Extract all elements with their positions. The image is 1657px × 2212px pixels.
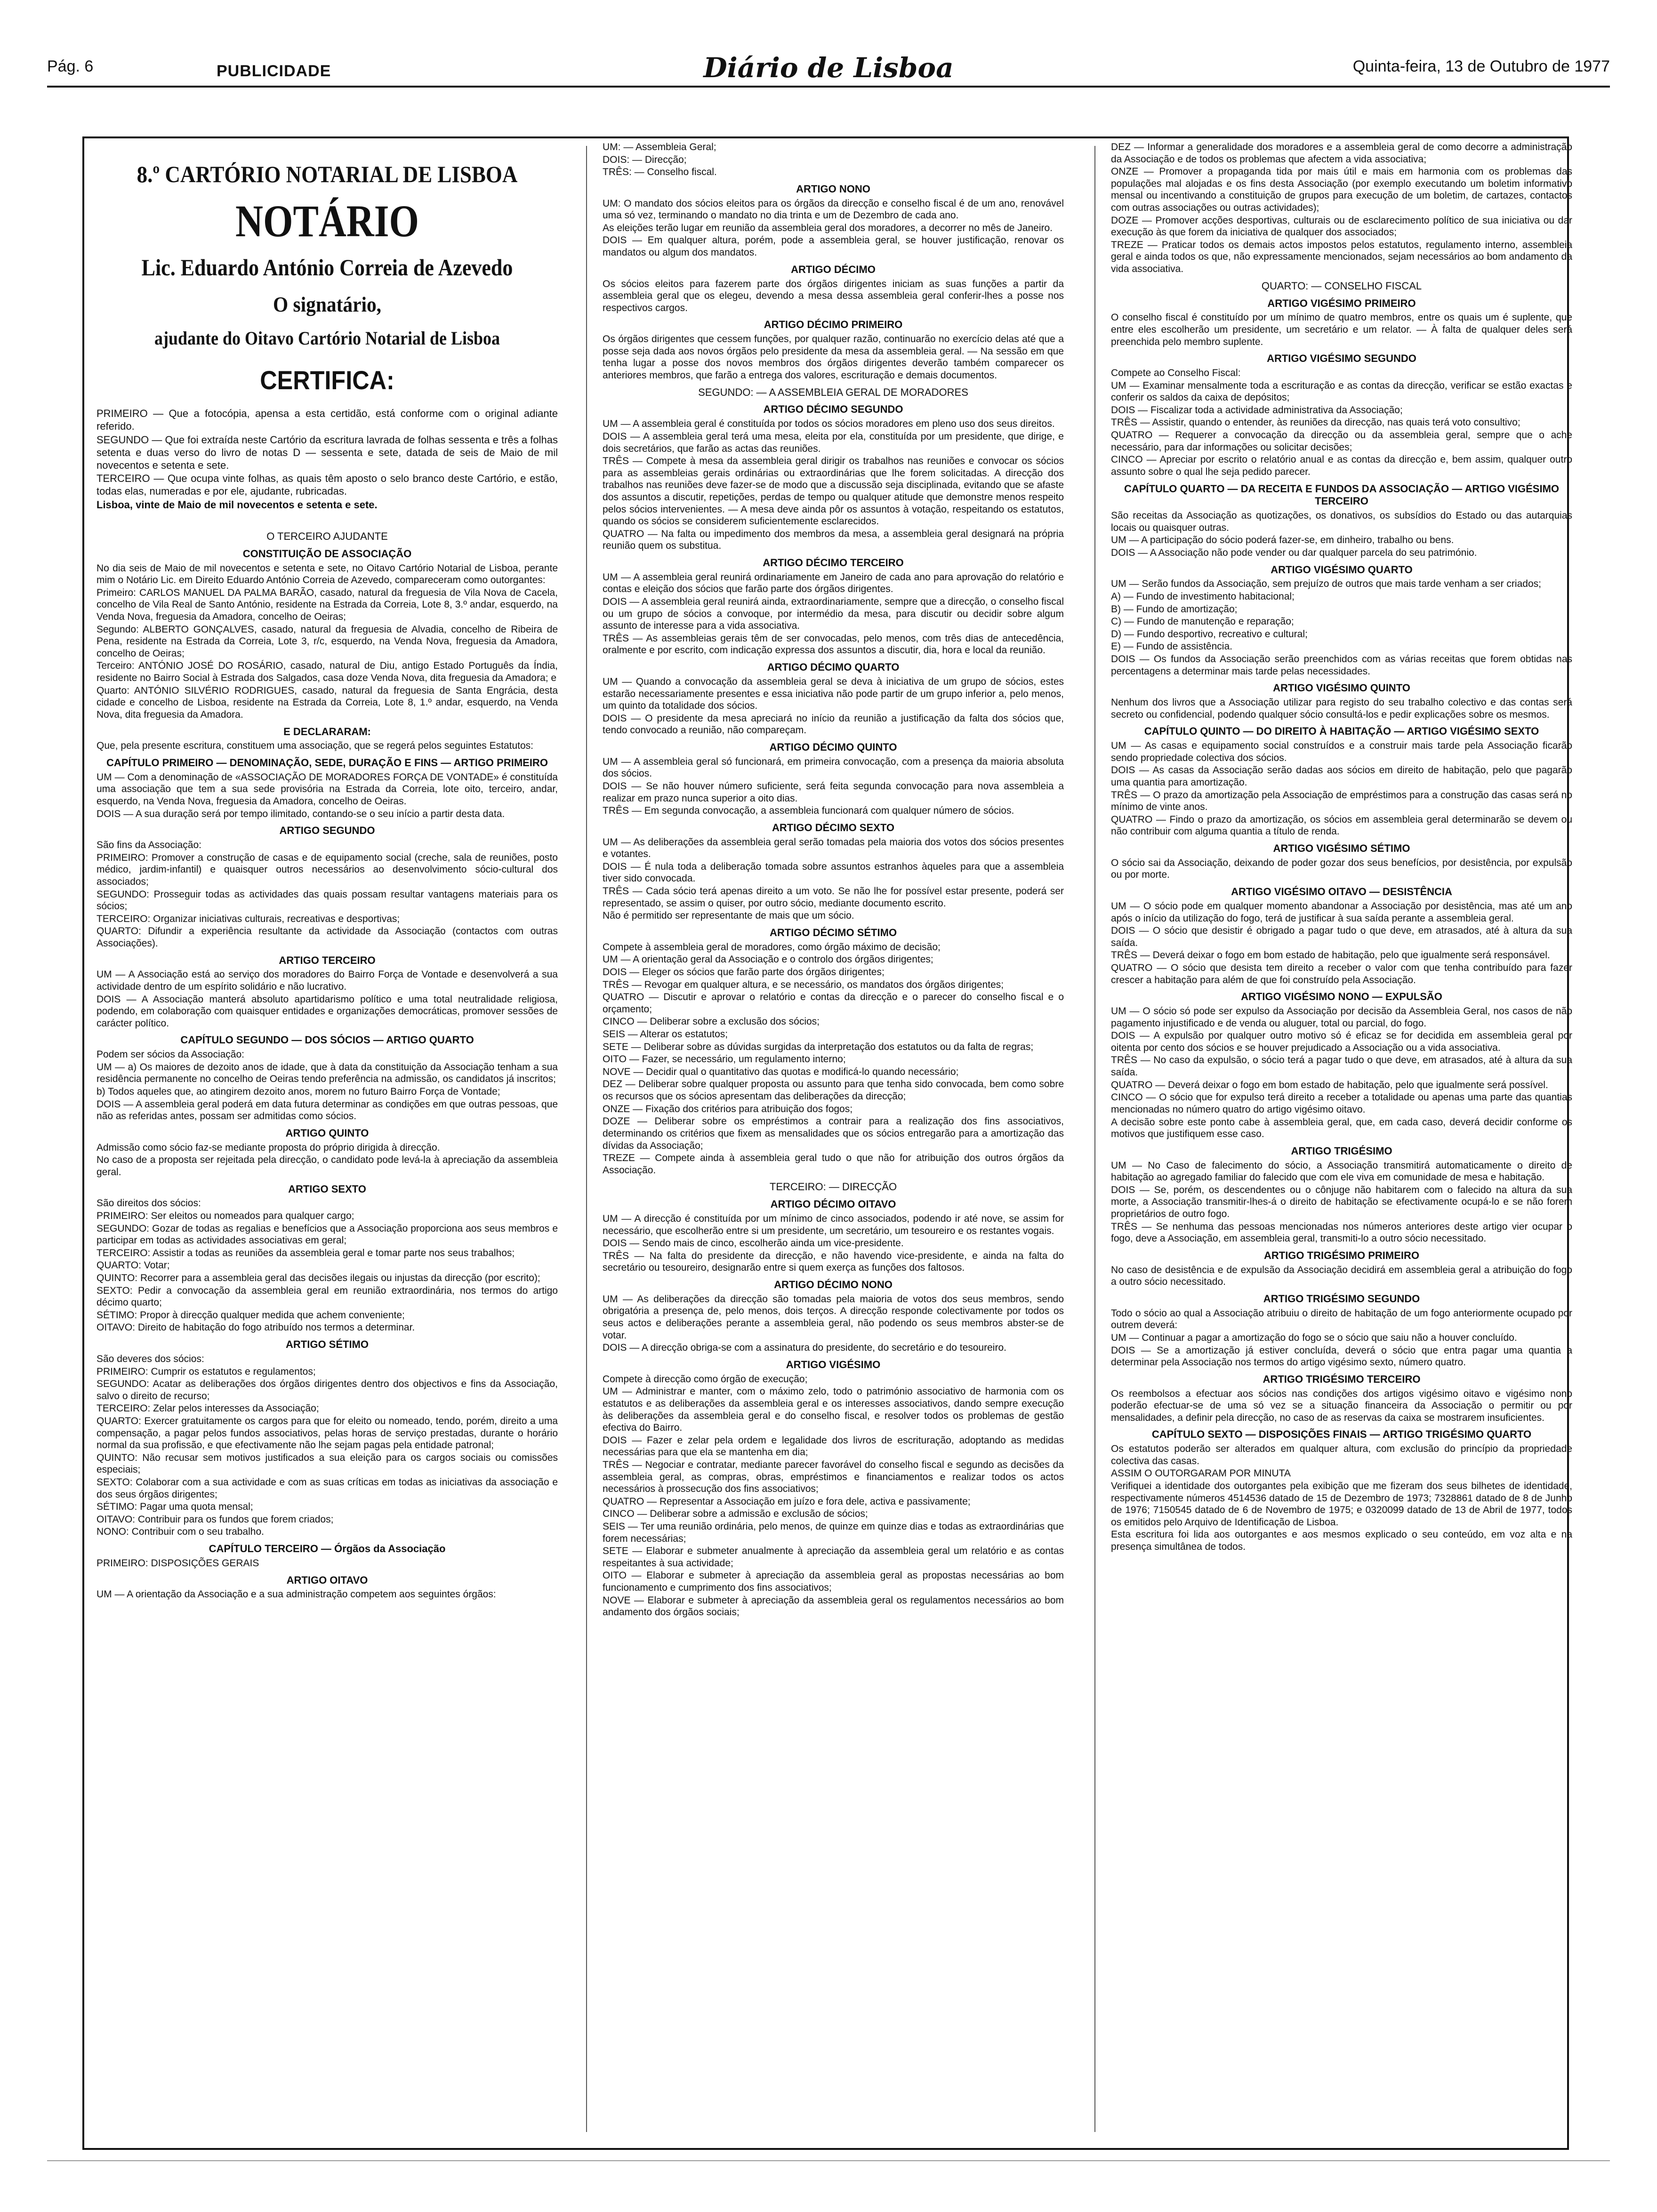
article-heading: ARTIGO VIGÉSIMO OITAVO — DESISTÊNCIA <box>1231 886 1452 898</box>
article-heading: ARTIGO VIGÉSIMO SEGUNDO <box>1267 353 1416 365</box>
notary-heading: NOTÁRIO <box>235 196 419 246</box>
page-number: Pág. 6 <box>47 57 94 75</box>
article-paragraph: Quarto: ANTÓNIO SILVÉRIO RODRIGUES, casado, natural da freguesia de Santa Engrácia, desta cidade e concelho de Lisboa, residente na Estrada da Correia, Lote 8, 1.º andar, esquerdo, na Venda Nova, dita freguesia da Amadora. <box>97 685 558 720</box>
article-paragraph: UM — A orientação da Associação e a sua administração competem aos seguintes órgãos: <box>97 1589 496 1600</box>
article-paragraph: QUINTO: Recorrer para a assembleia geral das decisões ilegais ou injustas da direcção (por escrito); <box>97 1273 540 1284</box>
article-heading: ARTIGO DÉCIMO SEXTO <box>772 821 894 834</box>
article-paragraph: DOIS — A assembleia geral reunirá ainda, extraordinariamente, sempre que a direcção, o conselho fiscal ou um grupo de sócios a convoque, por intermédio da mesa, para discutir ou decidir sobre algum assunto de interesse para a vida associativa. <box>603 596 1064 632</box>
article-paragraph: TRÊS — Assistir, quando o entender, às reuniões da direcção, nas quais terá voto consultivo; <box>1111 417 1520 428</box>
signatory-heading: O signatário, <box>273 292 382 317</box>
column-divider <box>1094 146 1095 2132</box>
article-heading: ARTIGO TRIGÉSIMO PRIMEIRO <box>1263 1249 1419 1261</box>
article-paragraph: DOIS — Eleger os sócios que farão parte dos órgãos dirigentes; <box>603 966 885 978</box>
article-paragraph: Os estatutos poderão ser alterados em qualquer altura, com exclusão do princípio da propriedade colectiva das casas. <box>1111 1443 1572 1467</box>
article-paragraph: UM — Com a denominação de «ASSOCIAÇÃO DE MORADORES FORÇA DE VONTADE» é constituída uma associação que tem a sua sede provisória na Estrada da Correia, lote oito, terceiro, andar, esquerdo, na Venda Nova, freguesia da Amadora, concelho de Oeiras. <box>97 771 558 807</box>
intro-paragraph: PRIMEIRO — Que a fotocópia, apensa a esta certidão, está conforme com o original adiante referido. <box>97 408 558 433</box>
article-paragraph: UM — Administrar e manter, com o máximo zelo, todo o património associativo de harmonia com os estatutos e as deliberações da assembleia geral e os interesses associativos, dando sempre execução às deliberações da assembleia geral e do conselho fiscal, e resolver todos os problemas de gestão efectiva do Bairro. <box>603 1386 1064 1434</box>
article-paragraph: Nenhum dos livros que a Associação utilizar para registo do seu trabalho colectivo e das contas será secreto ou confidencial, podendo qualquer sócio consultá-los e pedir explicações sobre os mesmos. <box>1111 697 1572 720</box>
article-paragraph: PRIMEIRO: Ser eleitos ou nomeados para qualquer cargo; <box>97 1210 354 1221</box>
article-paragraph: NONO: Contribuir com o seu trabalho. <box>97 1526 264 1538</box>
article-section <box>603 822 1064 922</box>
article-paragraph: SÉTIMO: Pagar uma quota mensal; <box>97 1501 253 1513</box>
article-paragraph: O sócio sai da Associação, deixando de poder gozar dos seus benefícios, por desistência, por expulsão ou por morte. <box>1111 857 1572 881</box>
article-paragraph: DOIS — Em qualquer altura, porém, pode a assembleia geral, se houver justificação, renovar os mandatos ou algum dos mandatos. <box>603 235 1064 258</box>
article-heading: ARTIGO TERCEIRO <box>279 954 376 966</box>
article-paragraph: DOIS — A Associação manterá absoluto apartidarismo político e uma total neutralidade religiosa, podendo, em colaboração com quaisquer entidades e organizações democráticas, promover sessões de carácter político. <box>97 994 558 1029</box>
article-paragraph: DOIS: — Direcção; <box>603 154 687 165</box>
article-section <box>1111 725 1572 838</box>
article-section <box>603 1359 1064 1619</box>
article-paragraph: QUARTO: Votar; <box>97 1260 170 1271</box>
article-paragraph: TREZE — Compete ainda à assembleia geral tudo o que não for atribuição dos outros órgãos da Associação. <box>603 1153 1064 1176</box>
article-paragraph: CINCO — O sócio que for expulso terá direito a receber a totalidade ou apenas uma parte das quantias mencionadas no número quatro do artigo vigésimo oitavo. <box>1111 1092 1572 1115</box>
article-paragraph: D) — Fundo desportivo, recreativo e cultural; <box>1111 628 1308 640</box>
article-paragraph: Compete à direcção como órgão de execução; <box>603 1373 808 1385</box>
masthead <box>47 52 1610 85</box>
article-heading: ARTIGO TRIGÉSIMO TERCEIRO <box>1263 1373 1421 1385</box>
article-paragraph: UM — No Caso de falecimento do sócio, a Associação transmitirá automaticamente o direito de habitação ao agregado familiar do falecido que com ele viva em comunidade de mesa e habitação. <box>1111 1160 1572 1183</box>
column-body <box>97 530 558 1601</box>
article-heading: ARTIGO VIGÉSIMO PRIMEIRO <box>1267 297 1416 309</box>
article-paragraph: QUATRO — Requerer a convocação da direcção ou da assembleia geral, sempre que o ache necessário, para dar informações ou solicitar decisões; <box>1111 430 1572 453</box>
article-paragraph: UM — A assembleia geral é constituída por todos os sócios moradores em pleno uso dos seus direitos. <box>603 418 1055 430</box>
masthead-rule <box>47 86 1610 88</box>
article-section <box>97 548 558 721</box>
article-paragraph: SEXTO: Colaborar com a sua actividade e com as suas críticas em todas as iniciativas da associação e dos seus órgãos dirigentes; <box>97 1477 558 1500</box>
article-heading: ARTIGO SEGUNDO <box>279 825 375 837</box>
article-paragraph: No caso de desistência e de expulsão da Associação decidirá em assembleia geral a atribuição do fogo a outro sócio necessitado. <box>1111 1264 1572 1288</box>
article-paragraph: Que, pela presente escritura, constituem uma associação, que se regerá pelos seguintes Estatutos: <box>97 740 534 752</box>
article-paragraph: UM — As deliberações da direcção são tomadas pela maioria de votos dos seus membros, sendo obrigatória a presença de, pelo menos, dois terços. A direcção responde colectivamente por todos os seus actos e deliberações perante a assembleia geral, não podendo os seus membros abster-se de votar. <box>603 1293 1064 1341</box>
article-heading: TERCEIRO: — DIRECÇÃO <box>769 1181 897 1193</box>
article-paragraph: PRIMEIRO: DISPOSIÇÕES GERAIS <box>97 1557 259 1569</box>
article-section <box>97 1543 558 1569</box>
article-heading: ARTIGO SÉTIMO <box>286 1338 369 1351</box>
article-section <box>1111 1250 1572 1288</box>
issue-date: Quinta-feira, 13 de Outubro de 1977 <box>1352 57 1610 75</box>
column-1 <box>97 141 558 2137</box>
article-paragraph: PRIMEIRO: Promover a construção de casas e de equipamento social (creche, sala de reuniões, posto médico, jardim-infantil) e quaisquer outros necessários ao desenvolvimento sócio-cultural dos associados; <box>97 852 558 887</box>
article-section <box>97 1574 558 1601</box>
article-paragraph: Verifiquei a identidade dos outorgantes pela exibição que me fizeram dos seus bilhetes de identidade, respectivamente números 4514536 datado de 15 de Dezembro de 1973; 7328861 datado de 8 de Junho de 1976; 7150545 datado de 6 de Novembro de 1975; e 0320099 datado de 13 de Abril de 1977, todos os emitidos pelo Arquivo de Identificação de Lisboa. <box>1111 1481 1572 1528</box>
article-paragraph: No caso de a proposta ser rejeitada pela direcção, o candidato pode levá-la à apreciação da assembleia geral. <box>97 1154 558 1178</box>
article-paragraph: SETE — Deliberar sobre as dúvidas surgidas da interpretação dos estatutos ou da falta de regras; <box>603 1041 1034 1052</box>
article-section <box>1111 991 1572 1140</box>
article-heading: ARTIGO QUINTO <box>285 1127 369 1139</box>
article-section <box>603 661 1064 737</box>
article-paragraph: TRÊS — Compete à mesa da assembleia geral dirigir os trabalhos nas reuniões e convocar os sócios para as assembleias gerais ordinárias ou extraordinárias que lhe forem solicitadas. A direcção dos trabalhos nas reuniões deve fazer-se de modo que a discussão seja disciplinada, evitando que se afaste dos assuntos a discutir, repetições, perdas de tempo ou qualquer atitude que demonstre menos respeito pelos sócios intervenientes. — A mesa deve ainda pôr os assuntos à votação, respeitando os estatutos, quando os sócios se considerem suficientemente esclarecidos. <box>603 456 1064 527</box>
article-heading: ARTIGO VIGÉSIMO <box>786 1358 881 1370</box>
assistant-heading: ajudante do Oitavo Cartório Notarial de Lisboa <box>154 328 500 349</box>
article-section <box>97 1183 558 1334</box>
article-paragraph: QUATRO — Findo o prazo da amortização, os sócios em assembleia geral determinarão se devem ou não contribuir com alguma quantia a título de renda. <box>1111 814 1572 837</box>
article-paragraph: QUATRO — Deverá deixar o fogo em bom estado de habitação, pelo que igualmente será possível. <box>1111 1079 1548 1090</box>
article-heading: ARTIGO DÉCIMO <box>791 263 876 275</box>
article-heading: CAPÍTULO SEXTO — DISPOSIÇÕES FINAIS — ARTIGO TRIGÉSIMO QUARTO <box>1151 1428 1532 1441</box>
article-paragraph: As eleições terão lugar em reunião da assembleia geral dos moradores, a decorrer no mês de Janeiro. <box>603 222 1053 233</box>
article-paragraph: Não é permitido ser representante de mais que um sócio. <box>603 910 854 922</box>
article-paragraph: Os órgãos dirigentes que cessem funções, por qualquer razão, continuarão no exercício delas até que a posse seja dada aos novos órgãos pelo presidente da mesa da assembleia geral. — Na sessão em que tenha lugar a posse dos novos membros dos órgãos dirigentes deverão também comparecer os anteriores membros, que farão a entrega dos valores, escrituração e demais documentos. <box>603 334 1064 381</box>
article-paragraph: DOZE — Promover acções desportivas, culturais ou de esclarecimento político de sua iniciativa ou dar execução às que forem da iniciativa de qualquer dos associados; <box>1111 215 1572 238</box>
article-section <box>1111 141 1572 275</box>
article-section <box>1111 1373 1572 1424</box>
article-paragraph: TREZE — Praticar todos os demais actos impostos pelos estatutos, regulamento interno, assembleia geral e ainda todos os que, não expressamente mencionados, sejam necessários ao bom andamento da vida associativa. <box>1111 239 1572 275</box>
article-heading: ARTIGO DÉCIMO SEGUNDO <box>763 403 903 416</box>
article-paragraph: ONZE — Promover a propaganda tida por mais útil e mais em harmonia com os problemas das populações mal alojadas e os fins desta Associação (por exemplo executando um boletim informativo mensal ou incentivando a constituição de grupos para execução de um boletim, de cartazes, contactos com outras associações ou outras actividades); <box>1111 166 1572 214</box>
article-paragraph: b) Todos aqueles que, ao atingirem dezoito anos, morem no futuro Bairro Força de Vontade; <box>97 1086 500 1098</box>
article-paragraph: ONZE — Fixação dos critérios para atribuição dos fogos; <box>603 1103 853 1114</box>
article-paragraph: Podem ser sócios da Associação: <box>97 1049 244 1060</box>
article-paragraph: SEXTO: Pedir a convocação da assembleia geral em reunião extraordinária, nos termos do artigo décimo quarto; <box>97 1285 558 1308</box>
article-section <box>1111 483 1572 559</box>
article-heading: CONSTITUIÇÃO DE ASSOCIAÇÃO <box>242 547 412 560</box>
article-paragraph: DOIS — Fiscalizar toda a actividade administrativa da Associação; <box>1111 404 1403 416</box>
article-section <box>97 1338 558 1538</box>
article-paragraph: UM: O mandato dos sócios eleitos para os órgãos da direcção e conselho fiscal é de um ano, renovável uma só vez, terminando o mandato no dia trinta e um de Dezembro de cada ano. <box>603 198 1064 221</box>
article-paragraph: TRÊS — Cada sócio terá apenas direito a um voto. Se não lhe for possível estar presente, poderá ser representado, se assim o quiser, por outro sócio, mediante documento escrito. <box>603 886 1064 909</box>
article-paragraph: TRÊS — Negociar e contratar, mediante parecer favorável do conselho fiscal e segundo as decisões da assembleia geral, as compras, obras, empréstimos e financiamentos e realizar todos os actos necessários à prossecução dos fins associativos; <box>603 1459 1064 1495</box>
certifies-heading: CERTIFICA: <box>260 365 394 395</box>
article-paragraph: DOIS — Se a amortização já estiver concluída, deverá o sócio que entra pagar uma quantia a determinar pela Associação nos termos do artigo vigésimo sexto, número quatro. <box>1111 1345 1572 1368</box>
intro-paragraph: SEGUNDO — Que foi extraída neste Cartório da escritura lavrada de folhas sessenta e três a folhas setenta e duas verso do livro de notas D — sessenta e sete, datada de seis de Maio de mil novecentos e setenta e sete. <box>97 433 558 471</box>
article-paragraph: DOIS — Fazer e zelar pela ordem e legalidade dos livros de escrituração, adoptando as medidas necessárias para que ela se mantenha em dia; <box>603 1435 1064 1458</box>
article-heading: ARTIGO VIGÉSIMO QUARTO <box>1271 563 1413 576</box>
article-heading: ARTIGO SEXTO <box>288 1183 366 1195</box>
column-body <box>1111 141 1572 1553</box>
article-paragraph: TRÊS — Deverá deixar o fogo em bom estado de habitação, pelo que igualmente será responsável. <box>1111 950 1550 961</box>
article-section <box>603 264 1064 314</box>
article-paragraph: DOIS — A sua duração será por tempo ilimitado, contando-se o seu início a partir desta data. <box>97 808 505 819</box>
article-section <box>1111 564 1572 678</box>
article-paragraph: OITO — Fazer, se necessário, um regulamento interno; <box>603 1054 846 1065</box>
article-paragraph: TRÊS — Revogar em qualquer altura, e se necessário, os mandatos dos órgãos dirigentes; <box>603 979 1004 990</box>
article-paragraph: UM — A assembleia geral só funcionará, em primeira convocação, com a presença da maioria absoluta dos sócios. <box>603 756 1064 779</box>
article-heading: ARTIGO VIGÉSIMO SÉTIMO <box>1273 842 1410 855</box>
article-paragraph: Todo o sócio ao qual a Associação atribuiu o direito de habitação de um fogo anteriormente ocupado por outrem deverá: <box>1111 1307 1572 1331</box>
article-paragraph: QUATRO — O sócio que desista tem direito a receber o valor com que tenha contribuído para fazer crescer a habitação para além de que foi construído pela Associação. <box>1111 962 1572 986</box>
article-heading: QUARTO: — CONSELHO FISCAL <box>1261 280 1422 292</box>
article-section <box>1111 886 1572 986</box>
article-paragraph: QUATRO — Na falta ou impedimento dos membros da mesa, a assembleia geral designará na própria reunião quem os substitua. <box>603 528 1064 552</box>
article-section <box>603 927 1064 1176</box>
article-paragraph: OITAVO: Contribuir para os fundos que forem criados; <box>97 1514 334 1525</box>
article-paragraph: TERCEIRO: Organizar iniciativas culturais, recreativas e desportivas; <box>97 913 400 924</box>
article-paragraph: OITO — Elaborar e submeter à apreciação da assembleia geral as propostas necessárias ao bom funcionamento e cumprimento dos fins associativos; <box>603 1570 1064 1594</box>
column-3 <box>1111 141 1572 2137</box>
newspaper-title: Diário de Lisboa <box>703 52 954 84</box>
certificate-intro <box>97 408 558 512</box>
article-paragraph: UM — A Associação está ao serviço dos moradores do Bairro Força de Vontade e desenvolverá a sua actividade dentro de um espírito solidário e não lucrativo. <box>97 969 558 992</box>
article-paragraph: SETE — Elaborar e submeter anualmente à apreciação da assembleia geral um relatório e as contas respeitantes à sua actividade; <box>603 1546 1064 1569</box>
article-paragraph: TRÊS: — Conselho fiscal. <box>603 167 717 178</box>
article-paragraph: UM — Continuar a pagar a amortização do fogo se o sócio que saiu não a houver concluído. <box>1111 1332 1517 1343</box>
article-section <box>1111 297 1572 348</box>
article-heading: SEGUNDO: — A ASSEMBLEIA GERAL DE MORADORES <box>698 386 968 398</box>
article-paragraph: CINCO — Deliberar sobre a exclusão dos sócios; <box>603 1016 820 1027</box>
article-paragraph: DOIS — A assembleia geral poderá em data futura determinar as condições em que outras pessoas, que não as referidas antes, possam ser admitidas como sócios. <box>97 1098 558 1122</box>
article-section <box>603 141 1064 178</box>
article-paragraph: CINCO — Deliberar sobre a admissão e exclusão de sócios; <box>603 1508 868 1520</box>
article-section <box>1111 682 1572 721</box>
article-paragraph: DOIS — A direcção obriga-se com a assinatura do presidente, do secretário e do tesoureiro. <box>603 1342 1006 1354</box>
article-paragraph: Compete ao Conselho Fiscal: <box>1111 368 1241 379</box>
article-paragraph: CINCO — Apreciar por escrito o relatório anual e as contas da direcção e, bem assim, qualquer outro assunto sobre o qual lhe seja pedido parecer. <box>1111 454 1572 477</box>
article-section <box>1111 1293 1572 1369</box>
article-paragraph: DOIS — O sócio que desistir é obrigado a pagar tudo o que deve, em atrasados, até à altura da sua saída. <box>1111 925 1572 948</box>
article-section <box>603 557 1064 657</box>
article-section <box>97 1034 558 1122</box>
article-paragraph: UM — As deliberações da assembleia geral serão tomadas pela maioria dos votos dos sócios presentes e votantes. <box>603 836 1064 860</box>
article-paragraph: NOVE — Decidir qual o quantitativo das quotas e modificá-lo quando necessário; <box>603 1066 959 1077</box>
article-paragraph: OITAVO: Direito de habitação do fogo atribuído nos termos a determinar. <box>97 1322 415 1333</box>
article-paragraph: Os sócios eleitos para fazerem parte dos órgãos dirigentes iniciam as suas funções a partir da assembleia geral que os elegeu, devendo a mesa dessa assembleia geral conferir-lhes a posse nos respectivos cargos. <box>603 278 1064 313</box>
article-paragraph: Compete à assembleia geral de moradores, como órgão máximo de decisão; <box>603 941 941 953</box>
article-heading: ARTIGO OITAVO <box>286 1574 368 1586</box>
article-paragraph: Admissão como sócio faz-se mediante proposta do próprio dirigida à direcção. <box>97 1142 440 1153</box>
article-paragraph: B) — Fundo de amortização; <box>1111 603 1238 615</box>
article-section <box>1111 353 1572 478</box>
article-section <box>97 1127 558 1178</box>
article-paragraph: DOIS — O presidente da mesa apreciará no início da reunião a justificação da falta dos sócios que, tendo convocado a reunião, não compareçam. <box>603 713 1064 736</box>
article-paragraph: DOZE — Deliberar sobre os empréstimos a contrair para a realização dos fins associativos, determinando os critérios que fixem as mensalidades que os sócios entregarão para a amortização das dívidas da Associação; <box>603 1116 1064 1151</box>
article-section <box>603 1181 1064 1194</box>
article-paragraph: São direitos dos sócios: <box>97 1198 201 1209</box>
article-paragraph: DOIS — É nula toda a deliberação tomada sobre assuntos estranhos àqueles para que a assembleia tiver sido convocada. <box>603 861 1064 884</box>
column-body <box>603 141 1064 1619</box>
article-heading: CAPÍTULO QUINTO — DO DIREITO À HABITAÇÃO — ARTIGO VIGÉSIMO SEXTO <box>1144 725 1539 737</box>
article-paragraph: SEIS — Alterar os estatutos; <box>603 1029 728 1040</box>
article-paragraph: São deveres dos sócios: <box>97 1353 204 1364</box>
article-paragraph: TRÊS — No caso da expulsão, o sócio terá a pagar tudo o que deve, em atrasados, até à altura da sua saída. <box>1111 1055 1572 1078</box>
article-heading: ARTIGO NONO <box>796 183 870 195</box>
article-paragraph: SEGUNDO: Acatar as deliberações dos órgãos dirigentes dentro dos objectivos e fins da Associação, salvo o direito de recurso; <box>97 1378 558 1402</box>
intro-paragraph: Lisboa, vinte de Maio de mil novecentos e setenta e sete. <box>97 499 378 511</box>
article-paragraph: TRÊS — Na falta do presidente da direcção, e não havendo vice-presidente, e ainda na falta do secretário ou tesoureiro, designarão entre si quem exerça as funções dos faltosos. <box>603 1250 1064 1274</box>
article-paragraph: UM — Serão fundos da Associação, sem prejuízo de outros que mais tarde venham a ser criados; <box>1111 578 1541 590</box>
article-section <box>603 1198 1064 1274</box>
article-section <box>97 954 558 1030</box>
article-heading: ARTIGO DÉCIMO QUINTO <box>769 741 897 753</box>
article-paragraph: DOIS — A assembleia geral terá uma mesa, eleita por ela, constituída por um presidente, que dirige, e dois secretários, que farão as actas das reuniões. <box>603 431 1064 454</box>
article-paragraph: São fins da Associação: <box>97 840 201 851</box>
article-paragraph: UM: — Assembleia Geral; <box>603 142 716 152</box>
article-paragraph: A decisão sobre este ponto cabe à assembleia geral, que, em cada caso, deverá decidir conforme os motivos que justifiquem esse caso. <box>1111 1116 1572 1140</box>
article-paragraph: DOIS — Se, porém, os descendentes ou o cônjuge não habitarem com o falecido na altura da sua morte, a Associação transmitir-lhes-á o direito de habitação se efectivamente ocupá-lo e se não forem proprietários de outro fogo. <box>1111 1184 1572 1219</box>
article-paragraph: TERCEIRO: Assistir a todas as reuniões da assembleia geral e tomar parte nos seus trabalhos; <box>97 1247 515 1258</box>
article-heading: ARTIGO TRIGÉSIMO SEGUNDO <box>1263 1292 1420 1305</box>
article-paragraph: TRÊS — Em segunda convocação, a assembleia funcionará com qualquer número de sócios. <box>603 805 1014 817</box>
article-paragraph: A) — Fundo de investimento habitacional; <box>1111 591 1295 602</box>
article-heading: ARTIGO VIGÉSIMO NONO — EXPULSÃO <box>1241 991 1442 1003</box>
article-paragraph: O conselho fiscal é constituído por um mínimo de quatro membros, entre os quais um é suplente, que entre eles escolherão um presidente, um secretário e um relator. — À falta de qualquer deles será preenchida pelo membro suplente. <box>1111 312 1572 347</box>
article-heading: ARTIGO DÉCIMO TERCEIRO <box>763 556 904 569</box>
article-section <box>603 403 1064 552</box>
article-paragraph: SEGUNDO: Gozar de todas as regalias e benefícios que a Associação proporciona aos seus membros e participar em todas as actividades associativas em geral; <box>97 1223 558 1246</box>
article-paragraph: DOIS — Se não houver número suficiente, será feita segunda convocação para nova assembleia a realizar em prazo nunca superior a oito dias. <box>603 781 1064 804</box>
article-paragraph: QUINTO: Não recusar sem motivos justificados a sua eleição para os cargos sociais ou comissões especiais; <box>97 1452 558 1475</box>
article-section <box>603 386 1064 399</box>
article-paragraph: QUARTO: Exercer gratuitamente os cargos para que for eleito ou nomeado, tendo, porém, direito a uma compensação, a pagar pelos fundos associativos, pelas horas de serviço prestadas, durante o horário normal da sua profissão, e que efectivamente não lhe sejam pagas pela entidade patronal; <box>97 1415 558 1451</box>
article-paragraph: UM — A participação do sócio poderá fazer-se, em dinheiro, trabalho ou bens. <box>1111 535 1454 546</box>
article-paragraph: Terceiro: ANTÓNIO JOSÉ DO ROSÁRIO, casado, natural de Diu, antigo Estado Português da Índia, residente no Bairro Social à Estrada dos Salgados, casa doze Venda Nova, dita freguesia da Amadora; e <box>97 660 558 684</box>
article-paragraph: UM — A assembleia geral reunirá ordinariamente em Janeiro de cada ano para aprovação do relatório e contas e eleição dos sócios que farão parte dos órgãos dirigentes. <box>603 571 1064 595</box>
article-paragraph: TERCEIRO: Zelar pelos interesses da Associação; <box>97 1403 319 1414</box>
article-paragraph: SÉTIMO: Propor à direcção qualquer medida que achem conveniente; <box>97 1309 405 1321</box>
article-paragraph: Esta escritura foi lida aos outorgantes e aos mesmos explicado o seu conteúdo, em voz alta e na presença simultânea de todos. <box>1111 1529 1572 1553</box>
article-section <box>603 741 1064 817</box>
article-section <box>1111 1145 1572 1245</box>
article-paragraph: UM — As casas e equipamento social construídos e a construir mais tarde pela Associação ficarão sendo propriedade colectiva dos sócios. <box>1111 740 1572 763</box>
article-section <box>603 319 1064 381</box>
article-paragraph: DOIS — Sendo mais de cinco, escolherão ainda um vice-presidente. <box>603 1238 904 1249</box>
notary-office-heading: 8.º CARTÓRIO NOTARIAL DE LISBOA <box>137 161 518 187</box>
article-paragraph: UM — O sócio só pode ser expulso da Associação por decisão da Assembleia Geral, nos casos de não pagamento injustificado e de venda ou aluguer, total ou parcial, do fogo. <box>1111 1006 1572 1029</box>
article-paragraph: São receitas da Associação as quotizações, os donativos, os subsídios do Estado ou das autarquias locais ou quaisquer outras. <box>1111 510 1572 533</box>
article-heading: ARTIGO VIGÉSIMO QUINTO <box>1273 682 1410 694</box>
column-2 <box>603 141 1064 2137</box>
notary-name: Lic. Eduardo António Correia de Azevedo <box>141 254 513 281</box>
article-paragraph: Primeiro: CARLOS MANUEL DA PALMA BARÃO, casado, natural da freguesia de Vila Nova de Cacela, concelho de Vila Real de Santo António, residente na Estrada da Correia, Lote 8, 3.º andar, esquerdo, na Venda Nova, freguesia da Amadora, concelho de Oeiras; <box>97 587 558 623</box>
section-label: PUBLICIDADE <box>217 62 331 80</box>
article-paragraph: TRÊS — As assembleias gerais têm de ser convocadas, pelo menos, com três dias de antecedência, oralmente e por escrito, com indicação expressa dos assuntos a discutir, dia, hora e local da reunião. <box>603 633 1064 656</box>
article-section <box>1111 842 1572 881</box>
article-paragraph: DEZ — Deliberar sobre qualquer proposta ou assunto para que tenha sido convocada, bem como sobre os recursos que os sócios apresentam das deliberações da direcção; <box>603 1079 1064 1102</box>
article-heading: E DECLARARAM: <box>283 725 371 737</box>
article-heading: ARTIGO TRIGÉSIMO <box>1291 1145 1392 1157</box>
article-heading: CAPÍTULO TERCEIRO — Órgãos da Associação <box>209 1543 446 1555</box>
article-paragraph: UM — A direcção é constituída por um mínimo de cinco associados, podendo ir até nove, se assim for necessário, que escolherão entre si um presidente, um secretário, um tesoureiro e os restantes vogais. <box>603 1213 1064 1236</box>
article-paragraph: PRIMEIRO: Cumprir os estatutos e regulamentos; <box>97 1366 316 1377</box>
article-section <box>97 825 558 949</box>
article-paragraph: QUATRO — Discutir e aprovar o relatório e contas da direcção e o parecer do conselho fiscal e o orçamento; <box>603 992 1064 1015</box>
article-heading: CAPÍTULO QUARTO — DA RECEITA E FUNDOS DA ASSOCIAÇÃO — ARTIGO VIGÉSIMO TERCEIRO <box>1124 482 1560 507</box>
article-section <box>97 726 558 752</box>
article-paragraph: DOIS — As casas da Associação serão dadas aos sócios em direito de habitação, pelo que pagarão uma quantia para amortização. <box>1111 765 1572 788</box>
article-paragraph: UM — A orientação geral da Associação e o controlo dos órgãos dirigentes; <box>603 954 933 965</box>
article-heading: ARTIGO DÉCIMO OITAVO <box>770 1198 896 1210</box>
article-heading: ARTIGO DÉCIMO NONO <box>774 1279 893 1291</box>
article-paragraph: SEGUNDO: Prosseguir todas as actividades das quais possam resultar vantagens materiais para os sócios; <box>97 889 558 912</box>
article-heading: ARTIGO DÉCIMO QUARTO <box>767 661 900 673</box>
article-paragraph: TRÊS — Se nenhuma das pessoas mencionadas nos números anteriores deste artigo vier ocupar o fogo, deve a Associação, em assembleia geral, transmiti-lo a outro sócio necessitado. <box>1111 1221 1572 1244</box>
article-paragraph: ASSIM O OUTORGARAM POR MINUTA <box>1111 1468 1291 1479</box>
article-paragraph: DOIS — A expulsão por qualquer outro motivo só é eficaz se for decidida em assembleia geral por oitenta por cento dos sócios e se houver prejudicado a Associação ou a vida associativa. <box>1111 1030 1572 1053</box>
article-paragraph: Segundo: ALBERTO GONÇALVES, casado, natural da freguesia de Alvadia, concelho de Ribeira de Pena, residente na Estrada da Correia, Lote 3, r/c, esquerdo, na Venda Nova, freguesia da Amadora, concelho de Oeiras; <box>97 624 558 659</box>
article-heading: ARTIGO DÉCIMO PRIMEIRO <box>764 319 903 331</box>
article-heading: ARTIGO DÉCIMO SÉTIMO <box>769 926 897 938</box>
article-section <box>1111 1428 1572 1553</box>
article-heading: O TERCEIRO AJUDANTE <box>266 530 388 542</box>
article-paragraph: UM — a) Os maiores de dezoito anos de idade, que à data da constituição da Associação tenham a sua residência permanente no concelho de Oeiras tendo preferência na admissão, os candidatos já inscritos; <box>97 1061 558 1085</box>
article-paragraph: UM — Examinar mensalmente toda a escrituração e as contas da direcção, verificar se estão exactas e conferir os saldos da caixa de depósitos; <box>1111 380 1572 403</box>
article-section <box>97 757 558 820</box>
article-paragraph: DOIS — A Associação não pode vender ou dar qualquer parcela do seu património. <box>1111 547 1477 558</box>
article-paragraph: C) — Fundo de manutenção e reparação; <box>1111 616 1294 627</box>
article-paragraph: SEIS — Ter uma reunião ordinária, pelo menos, de quinze em quinze dias e todas as extraordinárias que forem necessárias; <box>603 1521 1064 1544</box>
column-divider <box>586 146 587 2132</box>
article-heading: CAPÍTULO SEGUNDO — DOS SÓCIOS — ARTIGO QUARTO <box>180 1034 474 1046</box>
article-paragraph: DEZ — Informar a generalidade dos moradores e a assembleia geral de como decorre a administração da Associação e de todos os problemas que afectem a vida associativa; <box>1111 142 1572 165</box>
article-heading: CAPÍTULO PRIMEIRO — DENOMINAÇÃO, SEDE, DURAÇÃO E FINS — ARTIGO PRIMEIRO <box>106 756 548 769</box>
article-paragraph: NOVE — Elaborar e submeter à apreciação da assembleia geral os regulamentos necessários ao bom andamento dos órgãos sociais; <box>603 1595 1064 1618</box>
article-paragraph: QUATRO — Representar a Associação em juízo e fora dele, activa e passivamente; <box>603 1496 971 1507</box>
intro-paragraph: TERCEIRO — Que ocupa vinte folhas, as quais têm aposto o selo branco deste Cartório, e estão, todas elas, numeradas e por ele, ajudante, rubricadas. <box>97 473 558 497</box>
page-bottom-rule <box>47 2160 1610 2161</box>
article-paragraph: E) — Fundo de assistência. <box>1111 641 1232 652</box>
article-paragraph: TRÊS — O prazo da amortização pela Associação de empréstimos para a construção das casas será no mínimo de vinte anos. <box>1111 789 1572 813</box>
article-section <box>603 183 1064 259</box>
article-paragraph: UM — O sócio pode em qualquer momento abandonar a Associação por desistência, mas até um ano após o início da utilização do fogo, terá de justificar à sua saída perante a assembleia geral. <box>1111 900 1572 924</box>
article-paragraph: DOIS — Os fundos da Associação serão preenchidos com as várias receitas que forem obtidas nas percentagens a determinar mais tarde pelas necessidades. <box>1111 654 1572 677</box>
article-section <box>603 1279 1064 1354</box>
article-section <box>97 530 558 543</box>
article-paragraph: No dia seis de Maio de mil novecentos e setenta e sete, no Oitavo Cartório Notarial de Lisboa, perante mim o Notário Lic. em Direito Eduardo António Correia de Azevedo, compareceram como outorgantes: <box>97 562 558 586</box>
article-paragraph: UM — Quando a convocação da assembleia geral se deva à iniciativa de um grupo de sócios, estes estarão necessariamente presentes e essa iniciativa não pode partir de um grupo inferior a, pelo menos, um quinto da totalidade dos sócios. <box>603 676 1064 712</box>
article-paragraph: Os reembolsos a efectuar aos sócios nas condições dos artigos vigésimo oitavo e vigésimo nono poderão efectuar-se de uma só vez se a situação financeira da Associação o permitir ou por mensalidades, a definir pela direcção, no caso de as reservas da caixa se mostrarem insuficientes. <box>1111 1388 1572 1423</box>
article-paragraph: QUARTO: Difundir a experiência resultante da actividade da Associação (contactos com outras Associações). <box>97 926 558 949</box>
article-section <box>1111 280 1572 293</box>
